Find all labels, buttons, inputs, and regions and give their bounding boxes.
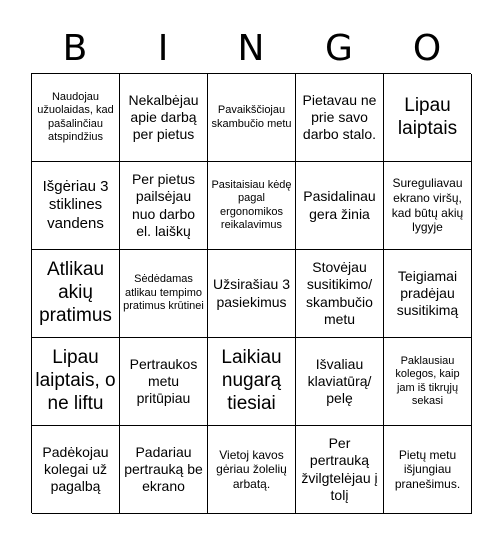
- bingo-cell[interactable]: Pasidalinau gera žinia: [296, 162, 384, 250]
- bingo-cell[interactable]: Laikiau nugarą tiesiai: [208, 338, 296, 426]
- header-letter-g: G: [325, 28, 353, 69]
- bingo-cell[interactable]: Pietų metu išjungiau pranešimus.: [384, 426, 472, 514]
- bingo-cell[interactable]: Atlikau akių pratimus: [32, 250, 120, 338]
- bingo-cell[interactable]: Per pietus pailsėjau nuo darbo el. laiškų: [120, 162, 208, 250]
- bingo-cell[interactable]: Padariau pertrauką be ekrano: [120, 426, 208, 514]
- header-letter-o: O: [412, 28, 442, 69]
- header-letter-n: N: [237, 28, 265, 69]
- bingo-cell[interactable]: Išgėriau 3 stiklines vandens: [32, 162, 120, 250]
- bingo-cell[interactable]: Pavaikščiojau skambučio metu: [208, 74, 296, 162]
- bingo-cell[interactable]: Teigiamai pradėjau susitikimą: [384, 250, 472, 338]
- bingo-cell[interactable]: Pietavau ne prie savo darbo stalo.: [296, 74, 384, 162]
- bingo-cell[interactable]: Per pertrauką žvilgtelėjau į tolį: [296, 426, 384, 514]
- bingo-cell[interactable]: Stovėjau susitikimo/ skambučio metu: [296, 250, 384, 338]
- header-letter-b: B: [62, 28, 88, 69]
- bingo-cell[interactable]: Lipau laiptais: [384, 74, 472, 162]
- bingo-cell[interactable]: Sureguliavau ekrano viršų, kad būtų akių lygyje: [384, 162, 472, 250]
- bingo-cell[interactable]: Padėkojau kolegai už pagalbą: [32, 426, 120, 514]
- bingo-board: [31, 73, 471, 513]
- bingo-cell[interactable]: Pertraukos metu pritūpiau: [120, 338, 208, 426]
- bingo-cell[interactable]: Sėdėdamas atlikau tempimo pratimus krūtinei: [120, 250, 208, 338]
- bingo-cell[interactable]: Vietoj kavos gėriau žolelių arbatą.: [208, 426, 296, 514]
- bingo-cell[interactable]: Išvaliau klaviatūrą/ pelę: [296, 338, 384, 426]
- bingo-cell[interactable]: Lipau laiptais, o ne liftu: [32, 338, 120, 426]
- bingo-cell[interactable]: Užsirašiau 3 pasiekimus: [208, 250, 296, 338]
- bingo-header: [31, 25, 471, 73]
- bingo-cell[interactable]: Pasitaisiau kėdę pagal ergonomikos reikalavimus: [208, 162, 296, 250]
- bingo-cell[interactable]: Paklausiau kolegos, kaip jam iš tikrųjų sekasi: [384, 338, 472, 426]
- header-letter-i: I: [157, 28, 169, 69]
- bingo-cell[interactable]: Nekalbėjau apie darbą per pietus: [120, 74, 208, 162]
- bingo-cell[interactable]: Naudojau užuolaidas, kad pašalinčiau atspindžius: [32, 74, 120, 162]
